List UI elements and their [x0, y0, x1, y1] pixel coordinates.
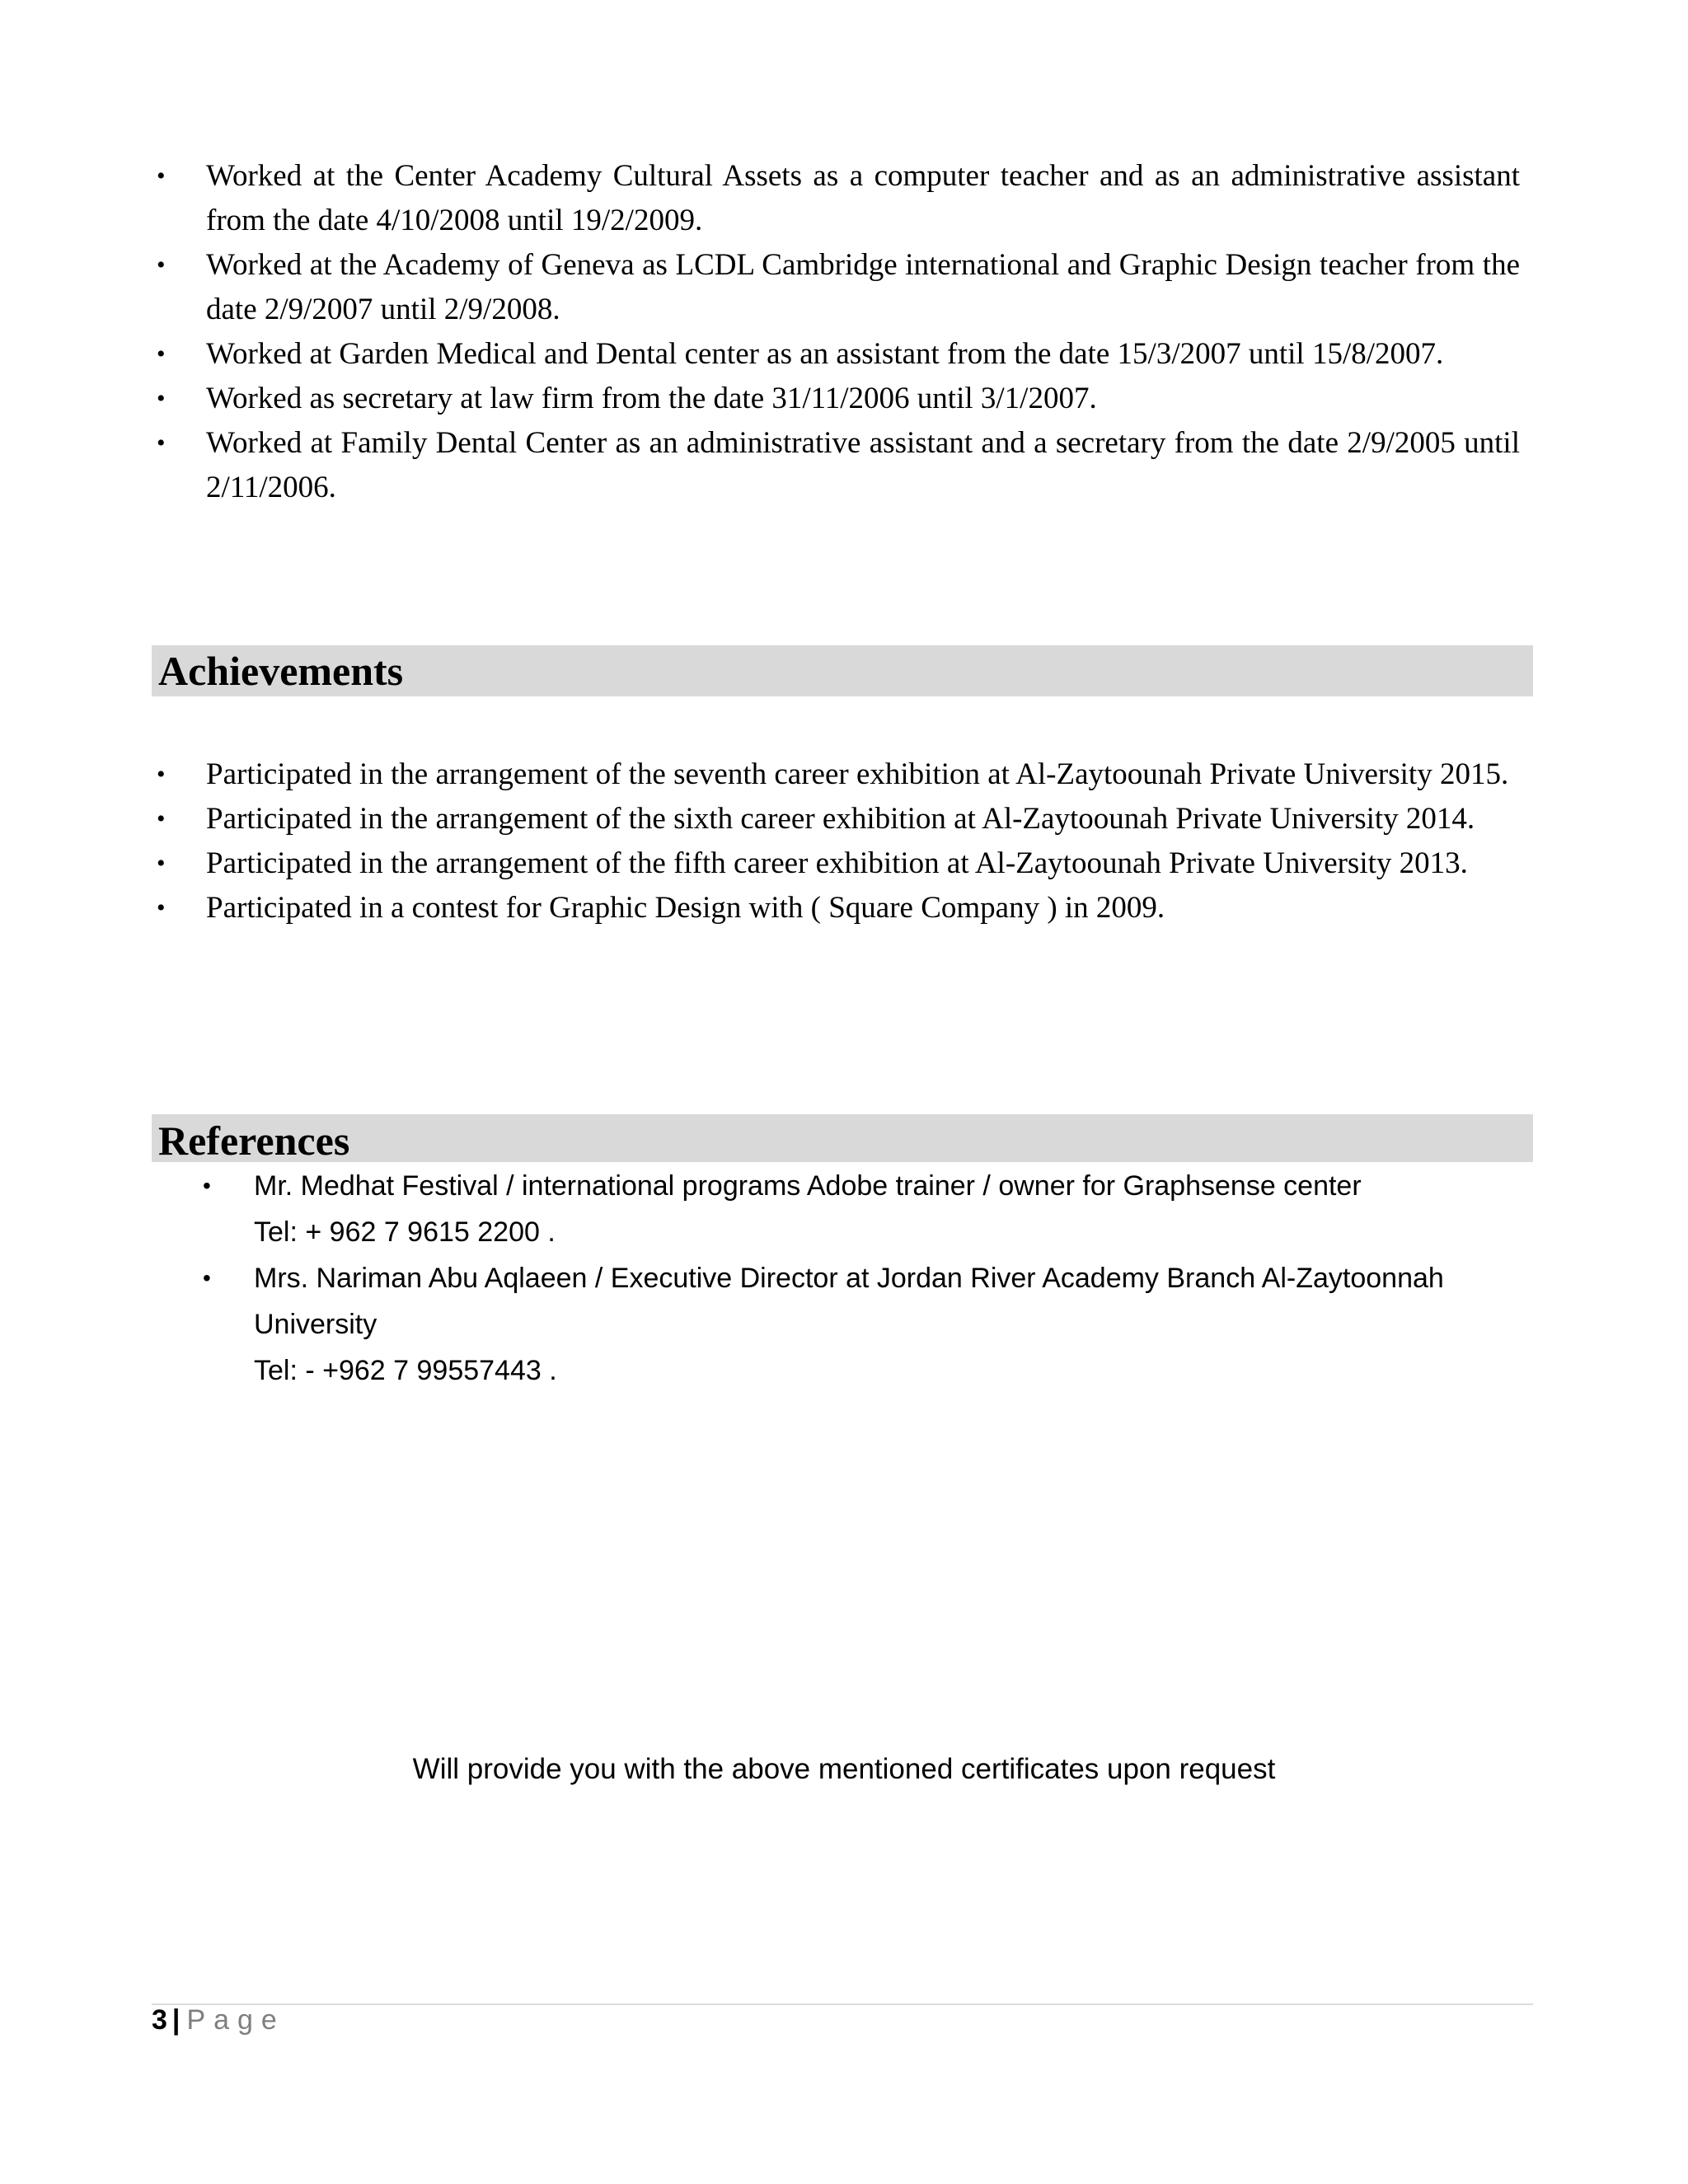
page-label: Page: [186, 2004, 285, 2036]
achievement-item-text: Participated in the arrangement of the seventh career exhibition at Al-Zaytoounah Private University 2015.: [206, 757, 1509, 791]
list-item: [152, 154, 1520, 243]
achievement-item-text: Participated in the arrangement of the fifth career exhibition at Al-Zaytoounah Private University 2013.: [206, 846, 1468, 880]
bullet-icon: •: [157, 805, 166, 832]
list-item: [152, 421, 1520, 510]
list-item: [152, 841, 1520, 886]
certificates-note: Will provide you with the above mentioned certificates upon request: [412, 1753, 1276, 1785]
reference-name-title: Mr. Medhat Festival / international programs Adobe trainer / owner for Graphsense center: [254, 1170, 1362, 1202]
experience-item-text: Worked as secretary at law firm from the date 31/11/2006 until 3/1/2007.: [206, 382, 1097, 415]
bullet-icon: •: [203, 1173, 211, 1198]
list-item: [152, 377, 1520, 421]
footer-divider: [152, 2004, 1533, 2005]
references-heading: References: [158, 1118, 350, 1164]
reference-name-title: Mrs. Nariman Abu Aqlaeen / Executive Director at Jordan River Academy Branch Al-Zaytoonnah University: [254, 1263, 1444, 1340]
bullet-icon: •: [157, 385, 166, 412]
references-list: [203, 1163, 1513, 1394]
achievements-heading: Achievements: [158, 648, 404, 694]
list-item: [203, 1255, 1513, 1394]
page-number: [152, 2004, 285, 2036]
references-heading-bar: [152, 1114, 1533, 1162]
bullet-icon: •: [157, 894, 166, 921]
list-item: [152, 332, 1520, 377]
list-item: [152, 886, 1520, 930]
reference-tel: Tel: + 962 7 9615 2200 .: [254, 1216, 556, 1248]
list-item: [152, 243, 1520, 332]
experience-item-text: Worked at Family Dental Center as an administrative assistant and a secretary from the date 2/9/2005 until 2/11/2006.: [206, 426, 1520, 504]
experience-item-text: Worked at the Center Academy Cultural Assets as a computer teacher and as an administrative assistant from the date 4/10/2008 until 19/2/2009.: [206, 159, 1520, 237]
list-item: [152, 797, 1520, 841]
bullet-icon: •: [157, 429, 166, 457]
list-item: [152, 752, 1520, 797]
page-number-value: 3: [152, 2004, 167, 2036]
bullet-icon: •: [157, 340, 166, 368]
bullet-icon: •: [157, 850, 166, 877]
bullet-icon: •: [203, 1265, 211, 1291]
achievement-item-text: Participated in a contest for Graphic Design with ( Square Company ) in 2009.: [206, 891, 1165, 925]
bullet-icon: •: [157, 761, 166, 788]
experience-list: [152, 154, 1520, 510]
list-item: [203, 1163, 1513, 1255]
bullet-icon: •: [157, 251, 166, 279]
experience-item-text: Worked at Garden Medical and Dental center as an assistant from the date 15/3/2007 until 15/8/2007.: [206, 337, 1444, 371]
page-number-separator: |: [171, 2004, 181, 2036]
experience-item-text: Worked at the Academy of Geneva as LCDL Cambridge international and Graphic Design teacher from the date 2/9/2007 until 2/9/2008.: [206, 248, 1520, 326]
achievements-heading-bar: [152, 645, 1533, 696]
reference-tel: Tel: - +962 7 99557443 .: [254, 1355, 557, 1386]
achievement-item-text: Participated in the arrangement of the sixth career exhibition at Al-Zaytoounah Private University 2014.: [206, 802, 1475, 836]
achievements-list: [152, 752, 1520, 930]
bullet-icon: •: [157, 162, 166, 190]
